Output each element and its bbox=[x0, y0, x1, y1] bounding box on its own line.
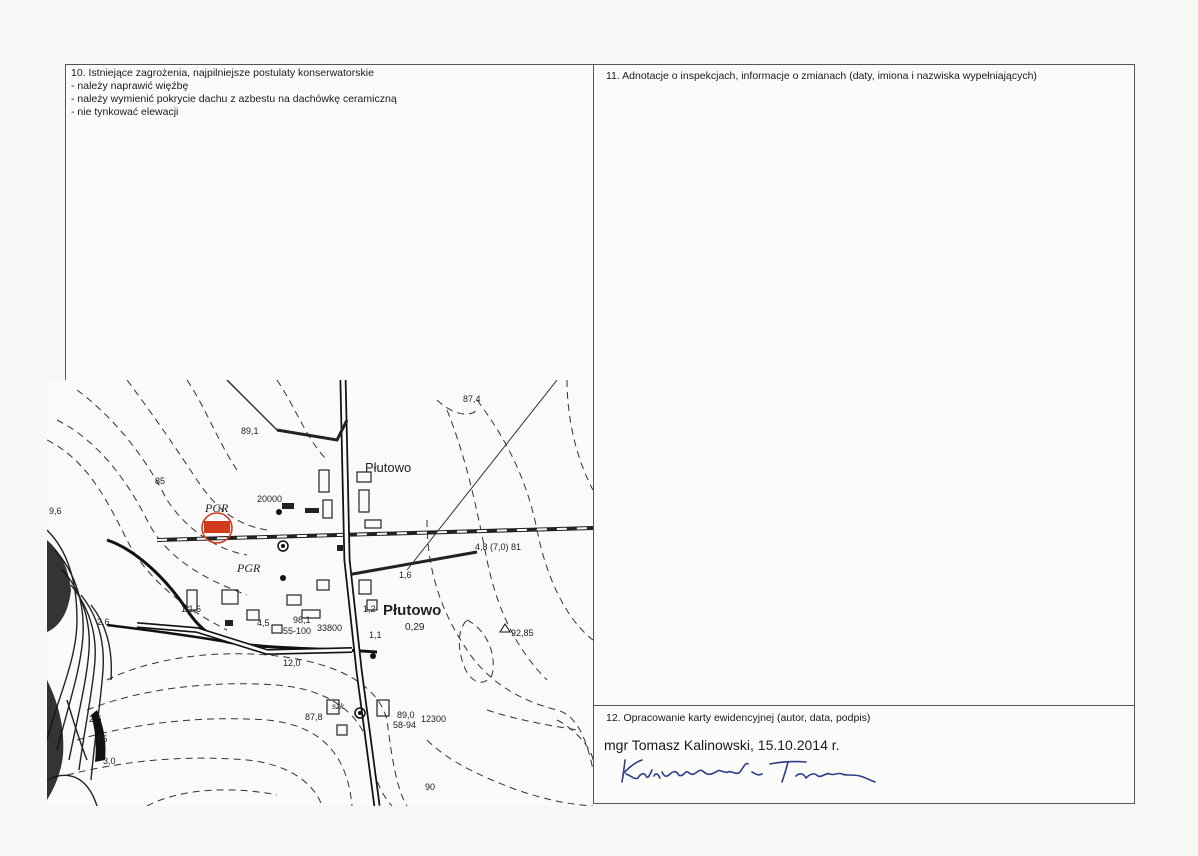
section-10-item: - należy wymienić pokrycie dachu z azbestu na dachówkę ceramiczną bbox=[71, 93, 397, 105]
map-label: 0,29 bbox=[405, 622, 425, 633]
map-label: 92,85 bbox=[511, 628, 534, 638]
section-12-divider bbox=[593, 705, 1135, 706]
map-label: 12,0 bbox=[283, 658, 301, 668]
map-label: 98,1 bbox=[293, 615, 311, 625]
map-label: 55-100 bbox=[283, 626, 312, 636]
map-label: 3,0 bbox=[103, 756, 116, 766]
topographic-map bbox=[47, 380, 593, 806]
section-10 bbox=[71, 67, 586, 119]
column-divider bbox=[593, 64, 594, 804]
map-label: 4,8 (7,0) 81 bbox=[475, 542, 522, 552]
map-place-label: Płutowo bbox=[365, 460, 412, 475]
section-10-item: - nie tynkować elewacji bbox=[71, 106, 179, 118]
map-label: 4,5 bbox=[257, 618, 270, 628]
map-label: 89,0 bbox=[397, 710, 415, 720]
section-12-heading: 12. Opracowanie karty ewidencyjnej (autor, data, podpis) bbox=[606, 712, 871, 724]
map-label: 1,1,6 bbox=[181, 604, 202, 614]
map-label: 89,1 bbox=[241, 426, 259, 436]
handwritten-signature bbox=[620, 752, 890, 792]
author-line: mgr Tomasz Kalinowski, 15.10.2014 r. bbox=[604, 737, 840, 753]
map-label: 90 bbox=[425, 782, 436, 792]
map-label: 58-94 bbox=[393, 720, 417, 730]
map-label: 1,1 bbox=[369, 630, 382, 640]
map-label: 2,6 bbox=[97, 617, 110, 627]
map-label: 9,6 bbox=[49, 506, 62, 516]
section-11-heading: 11. Adnotacje o inspekcjach, informacje o zmianach (daty, imiona i nazwiska wypełniających) bbox=[606, 70, 1037, 82]
map-label: 85 bbox=[155, 476, 166, 486]
map-label: szk bbox=[332, 702, 344, 711]
map-label: 4,5 bbox=[95, 734, 108, 744]
map-label: 2,5 bbox=[89, 714, 102, 724]
map-label: 87,8 bbox=[305, 712, 323, 722]
map-label: 33800 bbox=[317, 623, 343, 633]
map-label: 20000 bbox=[257, 494, 283, 504]
map-label: 12300 bbox=[421, 714, 447, 724]
section-10-item: - należy naprawić więźbę bbox=[71, 80, 189, 92]
map-label: PGR bbox=[205, 501, 229, 515]
section-10-heading: 10. Istniejące zagrożenia, najpilniejsze postulaty konserwatorskie bbox=[71, 67, 374, 79]
map-label: 1,2 bbox=[363, 604, 376, 614]
map-place-label: Płutowo bbox=[383, 602, 442, 619]
map-label: PGR bbox=[237, 561, 261, 575]
map-label: 87,4 bbox=[463, 394, 481, 404]
map-label: 1,6 bbox=[399, 570, 412, 580]
